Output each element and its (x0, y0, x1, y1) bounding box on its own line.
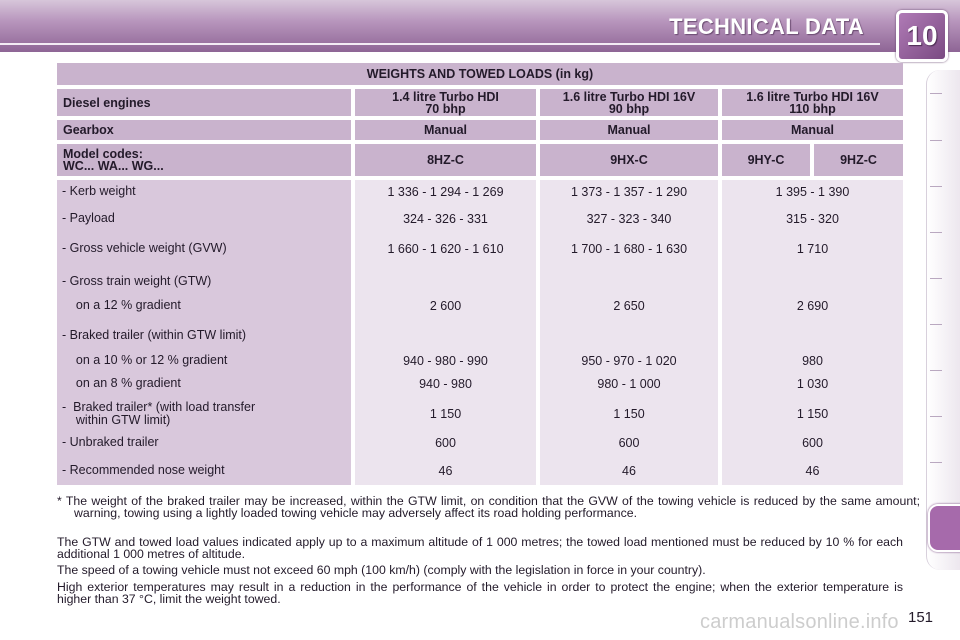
note-temperature: High exterior temperatures may result in a reduction in the performance of the vehicle in order to protect the engine; when the exterior temperature is higher than 37 °C, limit the weight towed. (57, 580, 903, 606)
gearbox-header: Gearbox (57, 120, 351, 140)
engine-header: Diesel engines (57, 89, 351, 116)
table-cell: 1 660 - 1 620 - 1 610 (387, 242, 504, 256)
footnote-braked-trailer: * The weight of the braked trailer may be increased, within the GTW limit, on condition that the GVW of the towing vehicle is reduced by the same amount; warning, towing using a lightly loaded towing vehicle may adversely affect its road holding performance. (57, 494, 920, 520)
table-cell: 327 - 323 - 340 (586, 212, 672, 226)
row-label: on an 8 % gradient (62, 376, 181, 390)
table-cell: 1 030 (796, 377, 829, 391)
model-codes-header: Model codes: WC... WA... WG... (57, 144, 351, 176)
chapter-tab-strip (926, 70, 960, 570)
tab-divider (930, 93, 942, 94)
model-code-cell: 8HZ-C (355, 144, 536, 176)
engine-column-header: 1.6 litre Turbo HDI 16V 90 bhp (540, 89, 718, 116)
model-code-cell: 9HX-C (540, 144, 718, 176)
watermark-text: carmanualsonline.info (700, 611, 899, 633)
row-label: - Braked trailer* (with load transfer within GTW limit) (62, 400, 256, 427)
table-cell: 600 (435, 436, 456, 450)
tab-divider (930, 462, 942, 463)
header-rule (0, 43, 880, 45)
table-cell: 1 700 - 1 680 - 1 630 (570, 242, 688, 256)
note-altitude: The GTW and towed load values indicated apply up to a maximum altitude of 1 000 metres; the towed load mentioned must be reduced by 10 % for each additional 1 000 metres of altitude. (57, 535, 903, 561)
row-label: - Kerb weight (62, 184, 136, 198)
gearbox-cell: Manual (355, 120, 536, 140)
gearbox-cell: Manual (540, 120, 718, 140)
note-speed: The speed of a towing vehicle must not exceed 60 mph (100 km/h) (comply with the legislation in force in your country). (57, 563, 706, 577)
row-label: - Gross train weight (GTW) (62, 274, 212, 288)
row-label: - Gross vehicle weight (GVW) (62, 241, 227, 255)
tab-divider (930, 416, 942, 417)
engine-column-header: 1.6 litre Turbo HDI 16V 110 bhp (722, 89, 903, 116)
table-cell: 940 - 980 - 990 (403, 354, 488, 368)
table-cell: 1 373 - 1 357 - 1 290 (570, 185, 688, 199)
table-cell: 46 (805, 464, 820, 478)
table-cell: 46 (622, 464, 636, 478)
gearbox-cell: Manual (722, 120, 903, 140)
table-cell: 2 650 (613, 299, 645, 313)
table-cell: 980 (802, 354, 823, 368)
table-cell: 2 690 (796, 299, 829, 313)
tab-divider (930, 370, 942, 371)
table-cell: 1 150 (429, 407, 462, 421)
table-cell: 315 - 320 (786, 212, 839, 226)
row-label: on a 10 % or 12 % gradient (62, 353, 228, 367)
model-code-cell: 9HZ-C (814, 144, 903, 176)
tab-divider (930, 140, 942, 141)
table-cell: 600 (802, 436, 823, 450)
chapter-number-badge[interactable]: 10 (896, 10, 948, 62)
table-cell: 1 150 (796, 407, 829, 421)
table-cell: 46 (438, 464, 453, 478)
table-cell: 1 710 (796, 242, 829, 256)
row-label: - Recommended nose weight (62, 463, 225, 477)
tab-divider (930, 324, 942, 325)
table-cell: 950 - 970 - 1 020 (581, 354, 677, 368)
row-label: on a 12 % gradient (62, 298, 181, 312)
table-title: WEIGHTS AND TOWED LOADS (in kg) (57, 63, 903, 85)
table-cell: 940 - 980 (419, 377, 472, 391)
row-label: - Braked trailer (within GTW limit) (62, 328, 247, 342)
table-cell: 2 600 (429, 299, 462, 313)
table-cell: 1 395 - 1 390 (775, 185, 850, 199)
table-cell: 324 - 326 - 331 (403, 212, 488, 226)
page-number: 151 (908, 609, 934, 626)
row-label: - Unbraked trailer (62, 435, 159, 449)
tab-divider (930, 186, 942, 187)
engine-column-header: 1.4 litre Turbo HDI 70 bhp (355, 89, 536, 116)
chapter-tab-active[interactable] (928, 504, 960, 552)
tab-divider (930, 278, 942, 279)
table-cell: 600 (618, 436, 640, 450)
tab-divider (930, 232, 942, 233)
table-cell: 1 336 - 1 294 - 1 269 (387, 185, 504, 199)
row-label: - Payload (62, 211, 115, 225)
table-cell: 980 - 1 000 (597, 377, 661, 391)
model-code-cell: 9HY-C (722, 144, 810, 176)
table-cell: 1 150 (613, 407, 645, 421)
page-title: TECHNICAL DATA (669, 14, 864, 39)
